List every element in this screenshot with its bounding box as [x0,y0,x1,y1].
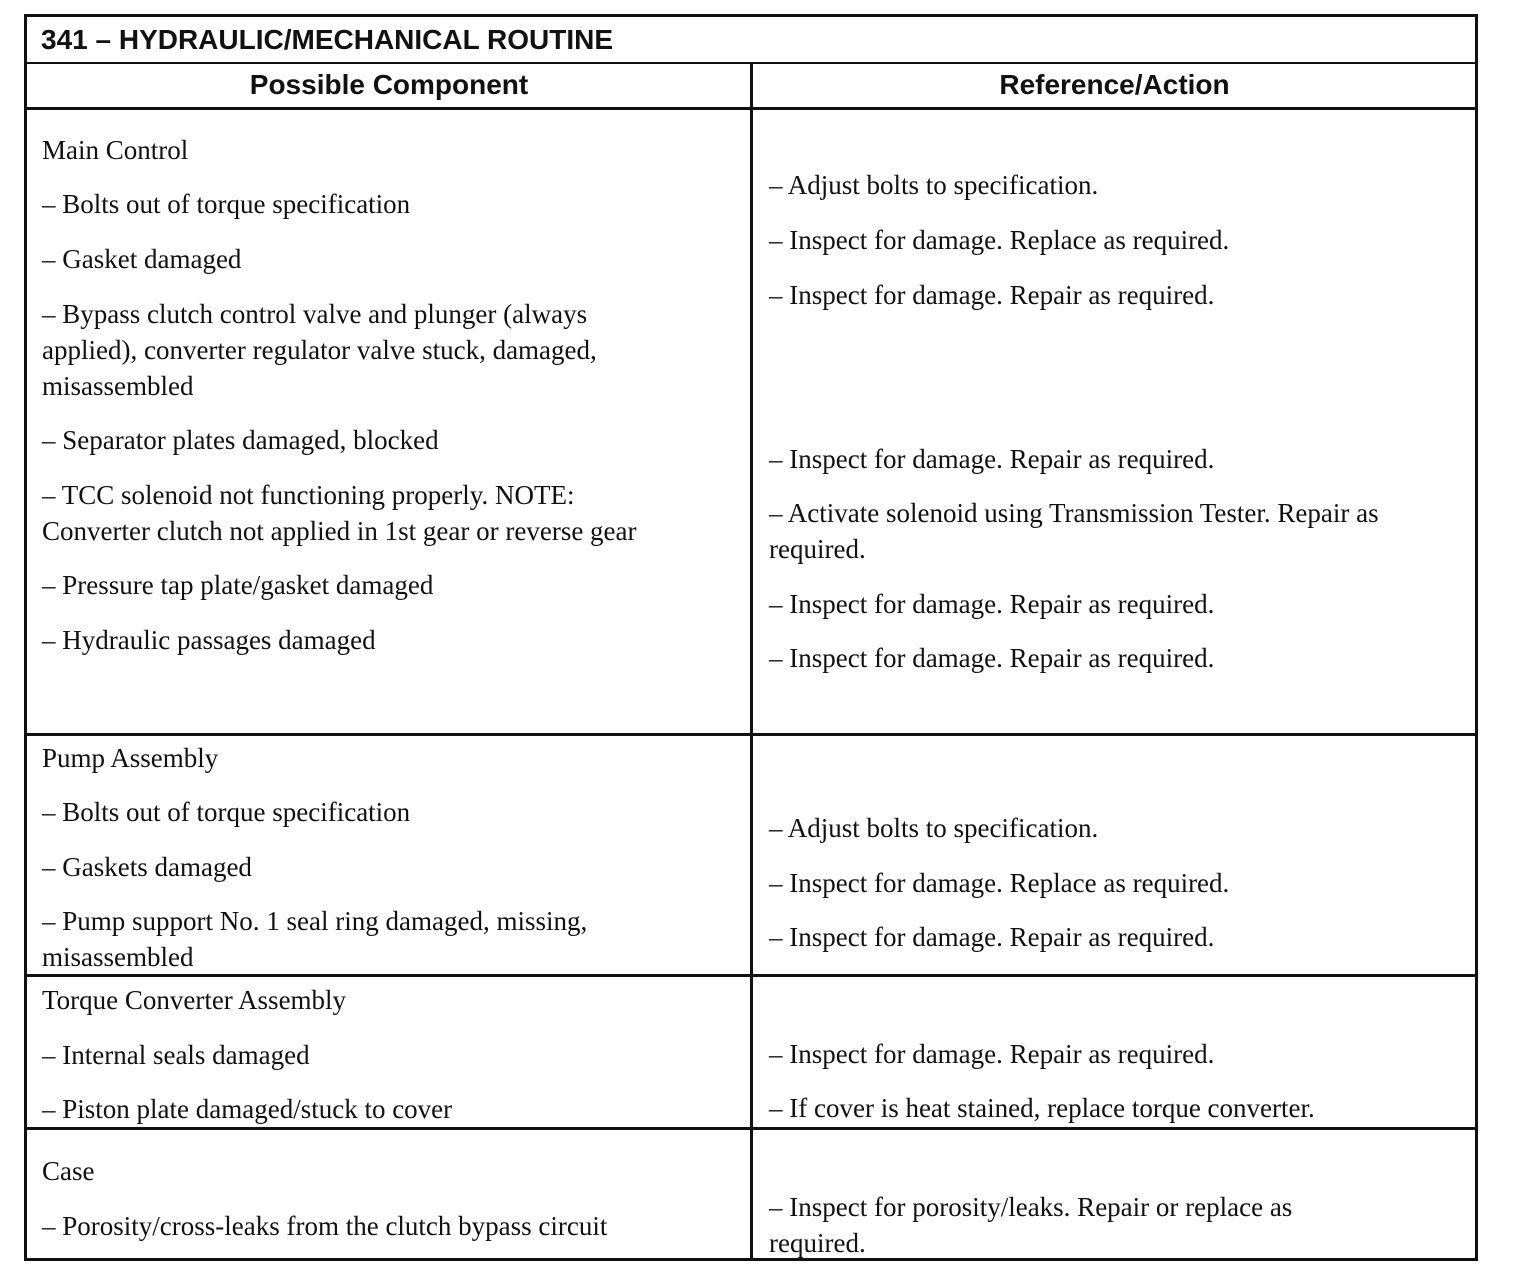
row-divider [27,733,1475,736]
action-item: – If cover is heat stained, replace torque converter. [769,1093,1315,1123]
component-item: – Pressure tap plate/gasket damaged [42,570,434,600]
action-item: – Inspect for damage. Repair as required. [769,922,1215,952]
routine-table [24,14,1478,1261]
action-item: required. [769,1228,866,1258]
component-item: – Bypass clutch control valve and plunger (always [42,299,588,329]
action-item: required. [769,534,866,564]
component-item: – Piston plate damaged/stuck to cover [42,1094,453,1124]
action-item: – Inspect for porosity/leaks. Repair or replace as [769,1192,1293,1222]
component-item: – Separator plates damaged, blocked [42,425,439,455]
section-heading: Case [42,1156,95,1186]
component-item: misassembled [42,942,194,972]
component-item: – Porosity/cross-leaks from the clutch bypass circuit [42,1211,608,1241]
component-item: – Hydraulic passages damaged [42,625,376,655]
action-item: – Inspect for damage. Replace as required. [769,868,1230,898]
section-heading: Torque Converter Assembly [42,985,347,1015]
component-item: – Gaskets damaged [42,852,252,882]
header-reference-action: Reference/Action [751,64,1478,110]
action-item: – Inspect for damage. Replace as required. [769,225,1230,255]
header-possible-component: Possible Component [27,64,751,110]
action-item: – Inspect for damage. Repair as required. [769,589,1215,619]
component-item: – Pump support No. 1 seal ring damaged, missing, [42,906,588,936]
action-item: – Inspect for damage. Repair as required. [769,444,1215,474]
row-divider [27,1127,1475,1130]
action-item: – Inspect for damage. Repair as required. [769,643,1215,673]
table-title: 341 – HYDRAULIC/MECHANICAL ROUTINE [27,17,1475,64]
component-item: – TCC solenoid not functioning properly. NOTE: [42,480,575,510]
section-heading: Pump Assembly [42,743,219,773]
component-item: Converter clutch not applied in 1st gear or reverse gear [42,516,637,546]
row-divider [27,974,1475,977]
component-item: – Bolts out of torque specification [42,189,411,219]
component-item: – Internal seals damaged [42,1040,310,1070]
component-item: – Bolts out of torque specification [42,797,411,827]
action-item: – Inspect for damage. Repair as required. [769,280,1215,310]
component-item: applied), converter regulator valve stuck, damaged, [42,335,597,365]
section-heading: Main Control [42,135,189,165]
action-item: – Inspect for damage. Repair as required. [769,1039,1215,1069]
action-item: – Adjust bolts to specification. [769,170,1099,200]
action-item: – Activate solenoid using Transmission Tester. Repair as [769,498,1379,528]
component-item: misassembled [42,371,194,401]
column-divider [750,64,753,1261]
component-item: – Gasket damaged [42,244,242,274]
action-item: – Adjust bolts to specification. [769,813,1099,843]
